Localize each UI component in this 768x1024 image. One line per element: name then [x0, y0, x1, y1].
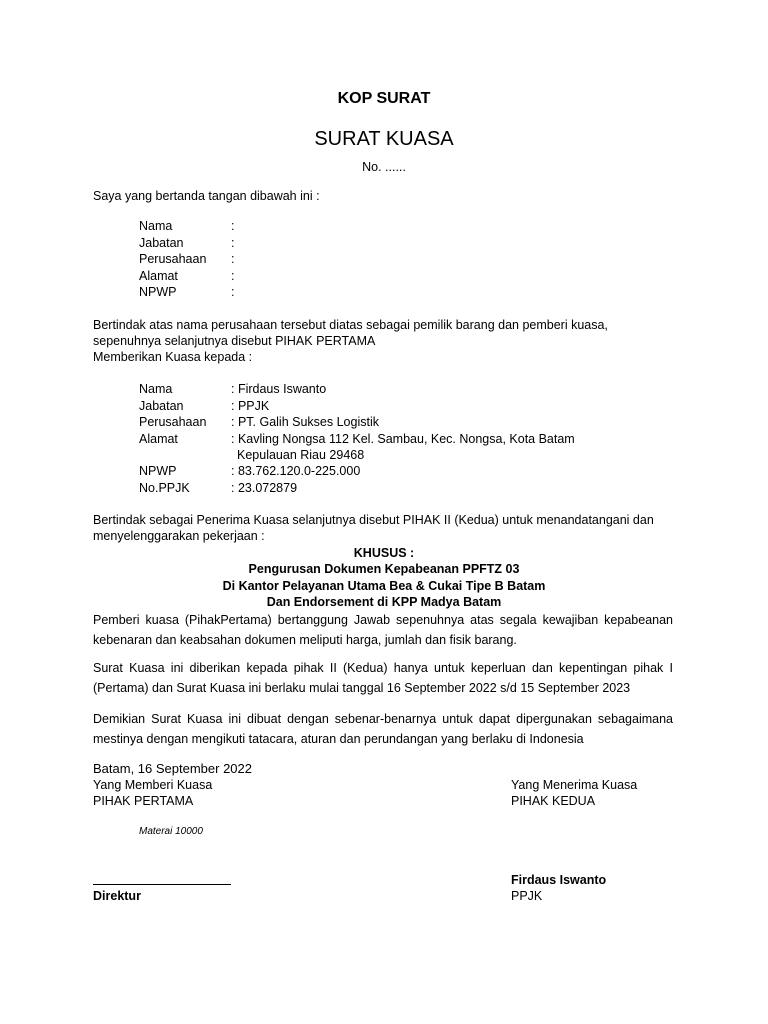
responsibility-paragraph: Pemberi kuasa (PihakPertama) bertanggung Jawab sepenuhnya atas segala kewajiban kepabeanan kebenaran dan keabsahan dokumen meliputi harga, jumlah dan fisik barang. [93, 613, 673, 647]
grantee-field-value: : 83.762.120.0-225.000 [231, 464, 361, 478]
grant-to-text: Memberikan Kuasa kepada : [93, 350, 253, 364]
special-line: Dan Endorsement di KPP Madya Batam [266, 595, 502, 609]
giver-label: Yang Memberi Kuasa [93, 778, 213, 792]
grantor-field-label: Jabatan [139, 236, 184, 250]
special-line: Di Kantor Pelayanan Utama Bea & Cukai Tipe B Batam [222, 579, 546, 593]
grantor-field-value: : [231, 252, 235, 266]
grantee-field-label: Perusahaan [139, 415, 207, 429]
grantee-field-value-continued: Kepulauan Riau 29468 [237, 448, 365, 462]
acting-text-line2: sepenuhnya selanjutnya disebut PIHAK PERTAMA [93, 334, 376, 348]
closing-paragraph: Demikian Surat Kuasa ini dibuat dengan sebenar-benarnya untuk dapat dipergunakan sebagaimana mestinya dengan mengikuti tatacara, aturan dan perundangan yang berlaku di Indonesia [93, 712, 673, 746]
grantee-field-value: : 23.072879 [231, 481, 298, 495]
place-date: Batam, 16 September 2022 [93, 761, 252, 776]
grantor-field-label: NPWP [139, 285, 177, 299]
grantor-field-label: Nama [139, 219, 173, 233]
grantor-field-label: Perusahaan [139, 252, 207, 266]
validity-paragraph: Surat Kuasa ini diberikan kepada pihak II (Kedua) hanya untuk keperluan dan kepentingan pihak I (Pertama) dan Surat Kuasa ini berlaku mulai tanggal 16 September 2022 s/d 15 September 2023 [93, 661, 673, 695]
signature-line [93, 884, 231, 885]
grantee-field-label: Nama [139, 382, 173, 396]
grantee-field-value: : PPJK [231, 399, 270, 413]
document-title: SURAT KUASA [314, 128, 454, 150]
stamp-placeholder: Materai 10000 [139, 826, 203, 837]
special-heading: KHUSUS : [353, 546, 415, 560]
receiver-text-line2: menyelenggarakan pekerjaan : [93, 529, 265, 543]
receiver-name: Firdaus Iswanto [511, 873, 607, 887]
special-line: Pengurusan Dokumen Kepabeanan PPFTZ 03 [248, 562, 520, 576]
giver-title: Direktur [93, 889, 141, 903]
receiver-text-line1: Bertindak sebagai Penerima Kuasa selanjutnya disebut PIHAK II (Kedua) untuk menandatangani dan [93, 513, 654, 527]
receiver-title: PPJK [511, 889, 543, 903]
receiver-party: PIHAK KEDUA [511, 794, 596, 808]
grantor-field-value: : [231, 269, 235, 283]
grantee-field-value: : Firdaus Iswanto [231, 382, 327, 396]
document-number: No. ...... [362, 160, 406, 174]
grantee-field-label: Jabatan [139, 399, 184, 413]
grantee-field-value: : Kavling Nongsa 112 Kel. Sambau, Kec. Nongsa, Kota Batam [231, 432, 575, 446]
grantor-field-value: : [231, 285, 235, 299]
giver-party: PIHAK PERTAMA [93, 794, 194, 808]
letterhead-title: KOP SURAT [337, 90, 431, 107]
grantee-field-label: Alamat [139, 432, 178, 446]
acting-text-line1: Bertindak atas nama perusahaan tersebut diatas sebagai pemilik barang dan pemberi kuasa, [93, 318, 608, 332]
receiver-label: Yang Menerima Kuasa [511, 778, 638, 792]
grantor-field-label: Alamat [139, 269, 178, 283]
grantee-field-value: : PT. Galih Sukses Logistik [231, 415, 379, 429]
grantee-field-label: No.PPJK [139, 481, 190, 495]
intro-text: Saya yang bertanda tangan dibawah ini : [93, 189, 320, 203]
grantor-field-value: : [231, 236, 235, 250]
grantor-field-value: : [231, 219, 235, 233]
grantee-field-label: NPWP [139, 464, 177, 478]
